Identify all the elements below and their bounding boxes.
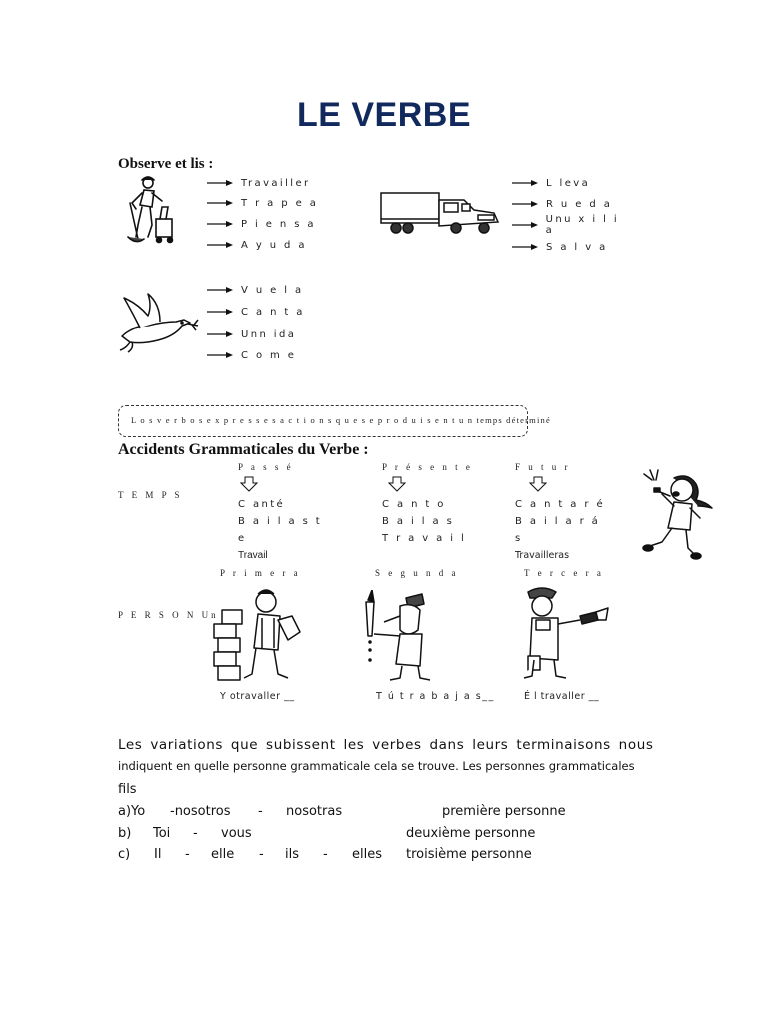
down-arrow-icon xyxy=(529,476,547,492)
arrow-right-icon xyxy=(512,200,538,208)
verb-list-truck xyxy=(512,175,632,265)
verb-text: T r a p e a xyxy=(241,197,319,209)
pronoun-cell: a)Yo xyxy=(118,804,146,819)
verb-text: C o m e xyxy=(241,349,297,361)
arrow-right-icon xyxy=(512,179,538,187)
second-person-illustration xyxy=(360,590,434,682)
person-header: T e r c e r a xyxy=(524,568,604,578)
singing-girl-illustration xyxy=(640,466,716,562)
conjugation-form: C a n t o xyxy=(382,499,446,510)
arrow-right-icon xyxy=(207,286,233,294)
arrow-right-icon xyxy=(512,243,538,251)
pronoun-cell: - xyxy=(258,804,263,819)
arrow-right-icon xyxy=(207,179,233,187)
down-arrow-icon xyxy=(240,476,258,492)
pronoun-cell: deuxième personne xyxy=(406,826,536,841)
third-person-illustration xyxy=(522,584,612,680)
paragraph-line: Les variations que subissent les verbes dans leurs terminaisons nous xyxy=(118,737,654,753)
verb-text: Travailler xyxy=(241,177,311,189)
list-item xyxy=(207,237,307,253)
verb-text: L leva xyxy=(546,177,591,189)
person-caption: T ú t r a b a j a s__ xyxy=(376,691,495,702)
pronoun-cell: elles xyxy=(352,847,382,862)
pronoun-cell: b) xyxy=(118,826,132,841)
page-title: LE VERBE xyxy=(296,96,472,134)
pronoun-row-third xyxy=(118,847,678,865)
verb-text: P i e n s a xyxy=(241,218,316,230)
person-caption: Y otravaller __ xyxy=(220,691,295,702)
pronoun-cell: première personne xyxy=(442,804,566,819)
first-person-illustration xyxy=(208,588,308,682)
definition-note xyxy=(118,405,551,437)
list-item xyxy=(207,347,296,363)
arrow-right-icon xyxy=(207,351,233,359)
pronoun-row-second xyxy=(118,826,678,844)
pronoun-cell: vous xyxy=(221,826,252,841)
person-header: P r i m e r a xyxy=(220,568,301,578)
pronoun-cell: Il xyxy=(154,847,162,862)
list-item xyxy=(207,282,304,298)
pronoun-cell: -nosotros xyxy=(170,804,231,819)
list-item xyxy=(512,214,632,236)
paragraph-line: fils xyxy=(118,782,137,797)
down-arrow-icon xyxy=(388,476,406,492)
verb-text: C a n t a xyxy=(241,306,305,318)
verb-text: Unn ida xyxy=(241,328,297,340)
tense-header: P r é s e n t e xyxy=(382,462,473,472)
verb-text: S a l v a xyxy=(546,241,608,253)
arrow-right-icon xyxy=(207,241,233,249)
pronoun-cell: ils xyxy=(285,847,299,862)
list-item xyxy=(512,239,608,255)
list-item xyxy=(207,304,305,320)
arrow-right-icon xyxy=(207,330,233,338)
list-item xyxy=(207,175,311,191)
person-caption: É l travaller __ xyxy=(524,691,600,702)
conjugation-form: Travail xyxy=(238,550,268,561)
observe-label: Observe et lis : xyxy=(118,156,214,172)
arrow-right-icon xyxy=(207,308,233,316)
verb-text: A y u d a xyxy=(241,239,307,251)
definition-text: L o s v e r b o s e x p r e s s e s a c t i o n s q u e s e p r o d u i s e n t u n temps déterminé xyxy=(131,415,551,425)
conjugation-form: C anté xyxy=(238,499,286,510)
pronoun-cell: nosotras xyxy=(286,804,343,819)
conjugation-list xyxy=(515,496,613,564)
arrow-right-icon xyxy=(512,221,538,229)
tense-column-future xyxy=(513,462,613,561)
tense-header: P a s s é xyxy=(238,462,294,472)
verb-text: V u e l a xyxy=(241,284,304,296)
verb-text: R u e d a xyxy=(546,198,613,210)
bird-illustration xyxy=(118,292,200,354)
pronoun-row-first xyxy=(118,804,678,822)
verb-text: Unu x i l i a xyxy=(545,214,620,236)
pronoun-cell: troisième personne xyxy=(406,847,532,862)
conjugation-list xyxy=(238,496,326,564)
list-item xyxy=(207,195,318,211)
pronoun-cell: - xyxy=(259,847,264,862)
tense-column-present xyxy=(380,462,480,552)
pronoun-cell: - xyxy=(323,847,328,862)
worker-illustration xyxy=(122,175,182,255)
tense-column-past xyxy=(236,462,326,561)
conjugation-form: C a n t a r é xyxy=(515,499,606,510)
persons-label: P E R S O N Un xyxy=(118,610,219,620)
temps-label: T E M P S xyxy=(118,490,183,500)
person-header: S e g u n d a xyxy=(375,568,459,578)
truck-illustration xyxy=(378,188,502,238)
pronoun-cell: c) xyxy=(118,847,131,862)
arrow-right-icon xyxy=(207,199,233,207)
arrow-right-icon xyxy=(207,220,233,228)
tense-header: F u t u r xyxy=(515,462,571,472)
list-item xyxy=(207,326,296,342)
list-item xyxy=(207,216,316,232)
verb-list-worker xyxy=(207,175,327,265)
conjugation-list xyxy=(382,496,466,547)
paragraph-line: indiquent en quelle personne grammaticale cela se trouve. Les personnes grammaticales xyxy=(118,759,635,773)
pronoun-cell: Toi xyxy=(153,826,171,841)
pronoun-cell: elle xyxy=(211,847,235,862)
conjugation-form: B a i l a s t e xyxy=(238,516,323,544)
list-item xyxy=(512,175,590,191)
verb-list-bird xyxy=(207,282,327,372)
pronoun-cell: - xyxy=(193,826,198,841)
accidents-heading: Accidents Grammaticales du Verbe : xyxy=(118,441,369,458)
conjugation-form: B a i l a s xyxy=(382,516,455,527)
list-item xyxy=(512,196,612,212)
conjugation-form: Travailleras xyxy=(515,550,570,561)
pronoun-cell: - xyxy=(185,847,190,862)
conjugation-form: B a i l a r á s xyxy=(515,516,601,544)
conjugation-form: T r a v a i l xyxy=(382,533,467,544)
